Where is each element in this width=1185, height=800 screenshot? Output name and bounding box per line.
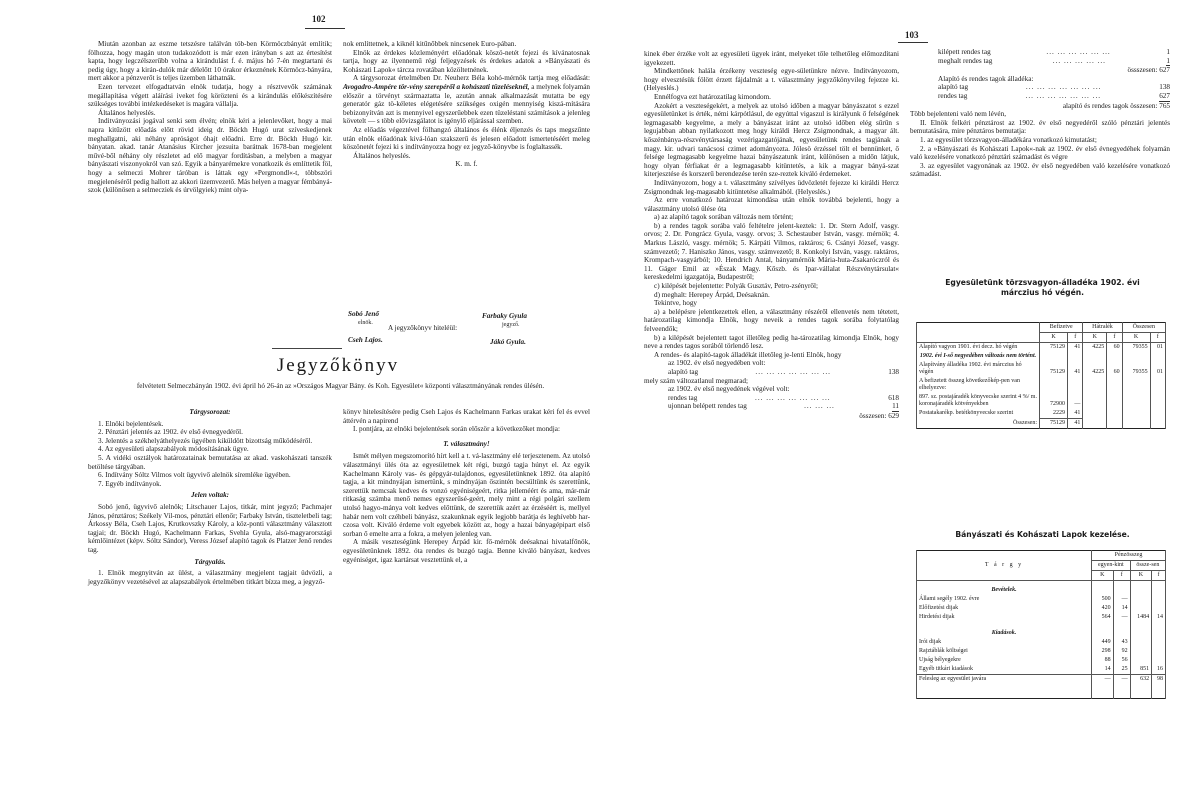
value-cell: —	[1068, 393, 1083, 409]
paragraph: nok említtetnek, a kiknél kitűnőbbek nincsenek Euro-pában.	[343, 40, 517, 48]
row-label: Alapítvány álladéka 1902. évi márczius hó végén	[917, 361, 1040, 377]
left-column-2	[343, 40, 590, 169]
total-cell: 75129	[1040, 419, 1068, 429]
cell-k: 500	[1092, 595, 1114, 604]
tally-label: rendes tag	[938, 91, 968, 100]
tally-row	[668, 394, 899, 403]
present-list: Sobó jenő, ügyvivő alelnök; Litschauer Lajos, titkár, mint jegyző; Pachmajer János, pénztáros; Székely Vil-mos, pénztári ellenőr; Farbaky István, tiszteletbeli tag; Árkossy Béla, Cseh Lajos, Krutkovszky Károly, a köz-ponti választmány választott tagjai; dr. Böckh Hugó, Kachelmann Farkas, Svehla Gyula, alsó-magyarországi kémlőintézet (képv. Sóltz Sándor), Veress József alapító tagok és Platzer Jenő rendes tag.	[88, 502, 332, 554]
right-column-1	[644, 50, 899, 421]
paragraph: Mindkettőnek halála érzékeny veszteség egye-sületünkre nézve. Indítványozom, hogy elvesztésük fölött érzett fájdalmát a t. választmány jegyzőkönyvileg fejezze ki. (Helyeslés.)	[644, 67, 899, 93]
row-label: Egyéb titkári kiadások	[917, 665, 1092, 675]
agenda-heading: Tárgysorozat:	[189, 408, 231, 416]
value-cell: 79355	[1122, 343, 1150, 353]
value-cell	[1068, 352, 1083, 361]
subheader-cell: K	[1130, 571, 1151, 581]
paragraph: Az előadás végeztével fölhangzó általános és élénk éljenzés és taps megszűnte után elnök előadónak kivá-lóan szakszerű és jelesen előadott ismertetéséért meleg köszönetét fejezi ki s indítványozza hogy ez jegyző-könyvbe is foglaltassék.	[343, 125, 590, 152]
row-label: Alapító vagyon 1901. évi decz. hó végén	[917, 343, 1040, 353]
value-cell: 72900	[1040, 393, 1068, 409]
lecture-title: Avogadro-Ampére tör-vény szerepéről a kohászati tüzeléseknél,	[343, 82, 530, 91]
row-label: 1902. évi I-ső negyedében változás nem történt.	[917, 352, 1040, 361]
empty-cell	[917, 684, 1092, 699]
paragraph: Általános helyeslés.	[353, 151, 411, 160]
agenda-item: 7. Egyéb indítványok.	[98, 479, 162, 488]
paragraph: A másik veszteségünk Herepey Árpád kir. fő-mérnök deésaknai hivatalfőnök, egyesületünknek 1892. óta rendes és buzgó tagja. Benne kiváló bányászt, kedves egyéniséget, igaz kartársat vesztettünk el, a	[343, 538, 590, 564]
value-cell: 4225	[1083, 343, 1107, 353]
row-label: Irói dijak	[917, 638, 1092, 647]
tally-value: 627	[1159, 91, 1170, 100]
subheader-cell: f	[1152, 571, 1166, 581]
table-row	[917, 393, 1166, 409]
value-cell	[1083, 393, 1107, 409]
value-cell	[1083, 377, 1107, 393]
signature-role: elnök.	[358, 320, 373, 326]
tally-value: 11	[892, 402, 899, 411]
cell-total-k: 851	[1130, 665, 1151, 675]
leader-dots: ... ... ... ... ... ... ...	[755, 367, 831, 376]
left-column-3	[88, 405, 332, 586]
signature-jako	[490, 338, 526, 346]
tally-line: mely szám változatlanul megmarad;	[644, 376, 748, 385]
table-row	[917, 377, 1166, 393]
paragraph: Indítványozom, hogy a t. választmány szívélyes üdvözletét fejezze ki királdi Hercz Zsigmondnak leg-magasabb kitüntetése alkalmából. (Helyeslés.)	[644, 178, 899, 196]
tally-line: az 1902. év első negyedében volt:	[668, 359, 766, 368]
paragraph: A rendes- és alapító-tagok álladékát illetőleg je-lenti Elnök, hogy	[654, 350, 842, 359]
value-cell: 41	[1068, 361, 1083, 377]
member-tally-3	[910, 48, 1170, 110]
value-cell	[1107, 409, 1122, 419]
cell-total-f: 14	[1152, 613, 1166, 622]
cell-k: —	[1092, 675, 1114, 685]
paragraph: Az erre vonatkozó határozat kimondása után elnök továbbá bejelenti, hogy a választmány utolsó ülése óta	[644, 196, 899, 213]
cell-k: 564	[1092, 613, 1114, 622]
tally-value: 1	[1166, 56, 1170, 65]
empty-cell	[1113, 581, 1130, 596]
tally-value: 138	[1159, 83, 1170, 92]
cell-total-f: 98	[1152, 675, 1166, 685]
signature-name: Cseh Lajos.	[348, 336, 383, 344]
value-cell	[1122, 352, 1150, 361]
table-row	[917, 409, 1166, 419]
expense-rows	[917, 638, 1166, 675]
tally-label: rendes tag	[668, 393, 698, 402]
header-ossze: össze-sen	[1130, 561, 1165, 571]
address: T. választmány!	[443, 439, 490, 448]
empty-cell	[1092, 581, 1114, 596]
row-label: Felesleg az egyesület javára	[917, 675, 1092, 685]
subheader-cell: K	[1040, 333, 1068, 343]
leader-dots: ... ... ...	[804, 402, 835, 411]
leader-dots: ... ... ... ... ...	[1052, 56, 1106, 65]
table-row	[917, 352, 1166, 361]
cell-k: 449	[1092, 638, 1114, 647]
row-label: Hirdetési dijak	[917, 613, 1092, 622]
tally-row	[668, 402, 899, 412]
agenda-item: 1. Elnöki bejelentések.	[98, 419, 164, 428]
left-column-1	[88, 40, 332, 195]
tally-label: össszesen:	[1127, 66, 1158, 75]
value-cell	[1083, 352, 1107, 361]
cell-k: 420	[1092, 604, 1114, 613]
tally-value: 627	[1159, 66, 1170, 75]
table-row	[917, 665, 1166, 675]
row-label: Rajztáblák költségei	[917, 647, 1092, 656]
empty-cell	[1150, 419, 1165, 429]
agenda-item: 4. Az egyesületi alapszabályok módosításának ügye.	[98, 445, 249, 454]
tally-total	[668, 412, 899, 421]
subheader-cell: f	[1113, 571, 1130, 581]
table1-title	[910, 278, 1175, 298]
signature-farbaky	[482, 312, 527, 320]
tally-value: 1	[1166, 48, 1170, 56]
present-heading: Jelen voltak:	[190, 491, 230, 500]
cell-total-f	[1152, 604, 1166, 613]
cell-total-k	[1130, 647, 1151, 656]
right-page	[600, 0, 1185, 800]
cell-total-k	[1130, 604, 1151, 613]
table-row	[917, 647, 1166, 656]
value-cell: 01	[1150, 343, 1165, 353]
tally-row	[668, 368, 899, 377]
section-row	[917, 622, 1166, 638]
paragraph: I. pontjára, az elnöki bejelentések során először a következőket mondja:	[353, 425, 560, 434]
tally-label: kilépett rendes tag	[938, 48, 991, 56]
tally-row	[938, 48, 1170, 57]
value-cell: 60	[1107, 343, 1122, 353]
journal-table	[916, 550, 1166, 699]
tally-row	[938, 83, 1170, 92]
table-total-row	[917, 419, 1166, 429]
empty-cell	[1130, 622, 1151, 638]
signature-name: Sobó Jenő	[348, 310, 379, 318]
tally-value: 629	[888, 411, 899, 420]
section-row	[917, 581, 1166, 596]
paragraph: Ezen tervezet elfogadtatván elnök tudatja, hogy a résztvevők számának megállapítása végett aláírási iveket fog körözteni és a kirándulás előkészítésére szükséges további intézkedéseket is magára vállalja.	[88, 82, 332, 109]
signature-name: Jákó Gyula.	[490, 338, 526, 346]
leader-dots: ... ... ... ... ... ... ...	[1025, 83, 1102, 92]
cell-total-f	[1152, 595, 1166, 604]
lecture-intro: A tárgysorozat értelmében Dr. Neuherz Béla kohó-mérnök tartja meg előadását:	[353, 74, 590, 83]
tally-label: alapító és rendes tagok összesen:	[1062, 101, 1158, 110]
value-cell	[1083, 409, 1107, 419]
paragraph: könyv hitelesítésére pedig Cseh Lajos és Kachelmann Farkas urakat kéri fel és evvel áttérvén a napirend	[343, 408, 590, 425]
value-cell: 2229	[1040, 409, 1068, 419]
row-label: Előfizetési dijak	[917, 604, 1092, 613]
table-row	[917, 595, 1166, 604]
subheader-cell: f	[1068, 333, 1083, 343]
paragraph: b) a rendes tagok sorába való feltételre jelent-keztek: 1. Dr. Stern Adolf, vasgy. orvos; 2. Dr. Pongrácz Gyula, vasgy. orvos; 3. Schestauber István, vasgy. mérnök; 4. Markus László, vasgy. mérnök; 5. Kárpáti Vilmos, raktáros; 6. Csányi József, vasgy. számvezető; 7. Haniszko János, vasgy. számvezető; 8. Konkolyi István, vasgy. raktáros, Krompach-vasgyárból; 10. Hendrich Antal, bányamérnök Mária-huta-Zsakaróczról és 11. Gáger Emil az »Észak Magy. Kőszb. és Ipar-vállalat Részvénytársulat« kereskedelmi igazgatója, Budapestről;	[644, 221, 899, 282]
attestation: A jegyzőkönyv hiteléül:	[388, 324, 458, 332]
tally-label: meghalt rendes tag	[938, 56, 993, 65]
signature-cseh	[348, 336, 383, 344]
cell-f: 43	[1113, 638, 1130, 647]
tally-value: 765	[1159, 101, 1170, 110]
value-cell	[1107, 352, 1122, 361]
value-cell	[1107, 393, 1122, 409]
cell-total-f	[1152, 656, 1166, 665]
section-heading: Bevételek.	[917, 581, 1092, 596]
tally-total	[938, 66, 1170, 75]
tally-value: 618	[888, 393, 899, 402]
value-cell	[1122, 393, 1150, 409]
assets-table	[916, 322, 1166, 429]
paragraph: c) kilépését bejelentette: Polyák Gusztáv, Petro-zsényről;	[654, 282, 818, 291]
subheader-cell: f	[1107, 333, 1122, 343]
paragraph: b) a kilépését bejelentett tagot illetőleg pedig ha-tározatilag kimondja Elnök, hogy neve a rendes tagos sorából törlendő lesz.	[644, 333, 899, 351]
section-heading: Kiadások.	[917, 622, 1092, 638]
empty-cell	[1122, 419, 1150, 429]
page-number-rule	[305, 28, 345, 29]
left-column-4	[343, 408, 590, 564]
cell-total-f	[1152, 638, 1166, 647]
leader-dots: ... ... ... ... ... ...	[1046, 48, 1111, 56]
total-cell: 41	[1068, 419, 1083, 429]
empty-cell	[1113, 684, 1130, 699]
cell-f: —	[1113, 595, 1130, 604]
page-number: 102	[312, 14, 326, 24]
spacer-row	[917, 684, 1166, 699]
empty-cell	[1107, 419, 1122, 429]
table-row	[917, 343, 1166, 353]
table-row	[917, 613, 1166, 622]
table-row	[917, 656, 1166, 665]
signature-name: Farbaky Gyula	[482, 312, 527, 320]
cell-total-k: 632	[1130, 675, 1151, 685]
paragraph: d) meghalt: Herepey Árpád, Deésaknán.	[654, 290, 770, 299]
subheader-cell: K	[1083, 333, 1107, 343]
value-cell: 41	[1068, 409, 1083, 419]
tally-heading: Alapító és rendes tagok álladéka:	[938, 74, 1034, 83]
row-label: A befizetett összeg következőkép-pen van elhelyezve:	[917, 377, 1040, 393]
paragraph: Miután azonban az eszme tetszésre találván töb-ben Körmöczbányát említik; fölhozza, hogy magán uton tudakozódott is már ezen irányban s azt az értesítést kapta, hogy legczélszerűbb volna a kirándulást f. é. május hó 7-én megtartani és pedig úgy, hogy a kirán-dulók már délelőtt 10 órakor érkeznének Körmöcz-bányára, mert akkor a pénzverőt is teljes üzemben láthatnák.	[88, 40, 332, 83]
page-number-rule	[898, 42, 928, 43]
table-header-row	[917, 551, 1166, 561]
tally-row	[938, 57, 1170, 67]
leader-dots: ... ... ... ... ... ... ...	[755, 393, 831, 402]
value-cell: 60	[1107, 361, 1122, 377]
table-row	[917, 361, 1166, 377]
lecture-text: a melynek folyamán először a törvényt származtatta le, azután annak alkalmazását mutatta be egy generatór gáz tö-kéletes elégetésére szükséges oxigén mennyiség kiszá-mítására bebizonyítván azt is mennyivel egyszerűebbek ezen tüzeléstani számítások a jelenleg követelt — s több elővizsgálatot is igénylő eljárással szemben.	[343, 82, 591, 126]
cell-total-f: 16	[1152, 665, 1166, 675]
cell-k: 14	[1092, 665, 1114, 675]
empty-cell	[1130, 581, 1151, 596]
paragraph: II. Elnök felkéri pénztárost az 1902. év első negyedéről szóló pénztári jelentés bemutatására, mire pénztáros bemutatja:	[910, 118, 1170, 136]
agenda-item: 5. A vidéki osztályok határozatainak bemutatása az akad. vaskohászati tanszék betöltése tárgyában.	[88, 453, 332, 471]
header-cell: Hátralék	[1083, 323, 1122, 333]
proceedings-text: 1. Elnök megnyitván az ülést, a választmány megjelent tagjait üdvözli, a jegyzőkönyv vezetésével az alapszabályok értelmében titkárt bízza meg, a jegyző-	[88, 569, 332, 586]
cell-total-k: 1484	[1130, 613, 1151, 622]
value-cell	[1122, 409, 1150, 419]
row-label: Ujság bélyegekre	[917, 656, 1092, 665]
total-label: Összesen:	[917, 419, 1040, 429]
paragraph: Több bejelenteni való nem lévén,	[910, 110, 1006, 119]
agenda-item: 3. Jelentés a székhelyáthelyezés ügyében kiküldött bizottság működéséről.	[98, 436, 313, 445]
table-body	[917, 343, 1166, 419]
tally-label: ujonnan belépett rendes tag	[668, 402, 747, 411]
empty-cell	[1152, 622, 1166, 638]
paragraph: Ismét mélyen megszomorító hírt kell a t. vá-lasztmány elé terjesztenem. Az utolsó választmányi ülés óta az egyesületnek két régi, buzgó tagja húnyt el. Az egyik Kachelmann Károly vas- és gépgyár-tulajdonos, egyesületünknek 1892. óta alapító tagja, a kit mindnyájan ismertünk, s mindnyájan őszintén becsültünk és szerettünk, szerettük nemcsak kedves és vonzó egyéniségeért, ritka jelleméért és ama, már-már ritkaság számba menő nemes egyszerűsé-geért, mely mint a régi polgári szellem utolsó hagyo-mánya volt kedves előttünk, de szerettük azért az érzéséért is, mellyel habár nem volt czéhbeli bányász, szakunknak egyik legjobb barátja és leghívebb har-czosa volt. Kiváló érdeme volt egyebek között az, hogy a hazai bányagépipart első sorban ő emelte arra a fokra, a melyen jelenleg van.	[343, 452, 590, 538]
value-cell	[1122, 377, 1150, 393]
header-penz: Pénzösszeg	[1092, 551, 1166, 561]
paragraph: 2. a »Bányászati és Kohászati Lapok«-nak az 1902. év első évnegyedéhek folyamán való kezelésére vonatkozó pénztári számadást és végre	[910, 144, 1170, 162]
cell-k: 88	[1092, 656, 1114, 665]
paragraph: kinek éber érzéke volt az egyesületi ügyek iránt, melyeket tőle telhetőleg előmozdítani igyekezett.	[644, 50, 899, 67]
row-label: Állami segély 1902. évre	[917, 595, 1092, 604]
income-rows	[917, 595, 1166, 622]
table-row	[917, 638, 1166, 647]
cell-total-k	[1130, 656, 1151, 665]
value-cell: 4225	[1083, 361, 1107, 377]
value-cell: 75129	[1040, 361, 1068, 377]
row-label: Postatakarékp. betétkönyvecske szerint	[917, 409, 1040, 419]
paragraph: a) a belépésre jelentkezettek ellen, a választmány részéről ellenvetés nem tétetett, határozatilag kimondja Elnök, hogy neveik a rendes tagok sorába folytatólag felveendők;	[644, 307, 899, 333]
paragraph: Inditványozási jogával senki sem élvén; elnök kéri a jelenlevőket, hogy a mai napra kitűzött előadás előtt rövid ideig dr. Böckh Hugó urat szíveskedjenek meghallgatni, aki néhány apróságot óhajt előadni. Erre dr. Böckh Hugó kir. bányatan. akad. tanár Atanásius Kircher jezsuita barátnak 1678-ban megjelent művé-ből néhány oly részletet ad elő magyar fordításban, a melyben a magyar bányászati viszonyokról van szó. Egyik a bányarémekre vonatkozik és említtetik föl, hogy a selmeczi Mohrer táróban is láttak egy »Pergmondl«-t, többszöri megjelenéséről pedig hallott az akkori üzemvezető. Más helyen a magyar fémbányá-szok (különösen a selmecziek és úrvölgyiek) mint olya-	[88, 117, 332, 195]
empty-cell	[1152, 684, 1166, 699]
tally-label: alapító tag	[938, 83, 969, 92]
table-header-row	[917, 323, 1166, 333]
empty-cell	[1152, 581, 1166, 596]
cell-f: 25	[1113, 665, 1130, 675]
paragraph: Általános helyeslés.	[98, 108, 156, 117]
paragraph: 3. az egyesület vagyonának az 1902. év első negyedében való kezelésére vonatkozó számadást.	[910, 161, 1170, 179]
tally-line: az 1902. év első negyedének végével volt:	[668, 385, 790, 394]
empty-cell	[1092, 684, 1114, 699]
kmf: K. m. f.	[455, 160, 478, 169]
value-cell	[1150, 393, 1165, 409]
value-cell: 01	[1150, 361, 1165, 377]
empty-cell	[1113, 622, 1130, 638]
cell-total-k	[1130, 595, 1151, 604]
cell-f: —	[1113, 613, 1130, 622]
cell-total-k	[1130, 638, 1151, 647]
cell-f: 56	[1113, 656, 1130, 665]
paragraph: 1. az egyesület törzsvagyon-álladékára vonatkozó kimutatást;	[920, 135, 1097, 144]
cell-k: 298	[1092, 647, 1114, 656]
subheader-cell: K	[1122, 333, 1150, 343]
agenda-item: 2. Pénztári jelentés az 1902. év első évnegyedéről.	[98, 428, 243, 437]
empty-cell	[1083, 419, 1107, 429]
value-cell	[1040, 377, 1068, 393]
paragraph: Ennélfogva ezt határozatilag kimondom.	[654, 92, 771, 101]
signature-role: jegyző.	[502, 322, 520, 328]
subheader-cell: f	[1150, 333, 1165, 343]
value-cell	[1040, 352, 1068, 361]
minutes-subtitle: felvétetett Selmeczbányán 1902. évi ápril hó 26-án az »Országos Magyar Bány. és Koh. Egyesület« központi választmányának rendes ülésén.	[136, 382, 545, 390]
value-cell	[1068, 377, 1083, 393]
proceedings-heading: Tárgyalás.	[194, 557, 226, 566]
separator	[272, 348, 342, 349]
minutes-title: Jegyzőkönyv	[276, 355, 400, 376]
header-egyen: egyen-kint	[1092, 561, 1131, 571]
value-cell	[1107, 377, 1122, 393]
right-column-2	[910, 48, 1170, 179]
member-tally-1	[644, 359, 899, 376]
value-cell: 79355	[1122, 361, 1150, 377]
header-cell: Összesen	[1122, 323, 1165, 333]
paragraph: a) az alapító tagok sorában változás nem történt;	[654, 213, 794, 222]
tally-row	[938, 92, 1170, 102]
header-targy: T á r g y	[917, 551, 1092, 581]
paragraph: Tekintve, hogy	[654, 299, 698, 308]
tally-label: összesen:	[859, 411, 887, 420]
signature-sobo	[348, 310, 379, 318]
value-cell: 41	[1068, 343, 1083, 353]
value-cell	[1150, 377, 1165, 393]
value-cell: 75129	[1040, 343, 1068, 353]
tally-value: 138	[888, 367, 899, 376]
value-cell	[1150, 409, 1165, 419]
table-title-line: márczius hó végén.	[1000, 288, 1085, 297]
page-number: 103	[905, 30, 919, 40]
surplus-row	[917, 675, 1166, 685]
cell-f: 92	[1113, 647, 1130, 656]
cell-f: —	[1113, 675, 1130, 685]
tally-total	[938, 102, 1170, 111]
empty-cell	[1130, 684, 1151, 699]
row-label: 897. sz. postajáradék könyvecske szerint 4 %/ m. koronajáradék kötvényekben	[917, 393, 1040, 409]
empty-cell	[1092, 622, 1114, 638]
table-title-line: Egyesületünk törzsvagyon-álladéka 1902. évi	[945, 278, 1140, 287]
member-tally-2	[644, 385, 899, 420]
paragraph: Elnök az érdekes közleményért előadónak köszö-netét fejezi és kívánatosnak tartja, hogy az ilyennemű régi feljegyzések és érdekes adatok a »Bányászati és Kohászati Lapok« tárcza rovatában közöltetnének.	[343, 48, 590, 74]
subheader-cell: K	[1092, 571, 1114, 581]
paragraph: Azokért a veszteségekért, a melyek az utolsó időben a magyar bányászatot s ezzel egyesületünket is érték, némi kárpótlásul, de egyúttal vigaszul is királyunk ő felségének legmagasabb kegyelme, a mely a bányászat iránt az utolsó időben elég sűrűn s legujabban abban nyilatkozott meg hogy királdi Hercz Zsigmondnak, a magyar ált. kőszénbánya-részvénytársaság vezérigazgatójának, egyesületünk rendes tagjának a magy. kir. udvari tanácsosi czimet adományozta. Jólesö érzéssel tölt el bennünket, ő felsége legmagasabb kegyelme hazai bányászatunk iránt, különösen a midőn látjuk, hogy olyan férfiakat ér a legmagasabb kitüntetés, a kik a magyar bányá-szat kiterjesztése és korszerű berendezése terén sze-reztek kiváló érdemeket.	[644, 101, 899, 179]
header-blank	[917, 323, 1040, 343]
table2-title: Bányászati és Kohászati Lapok kezelése.	[955, 530, 1130, 539]
leader-dots: ... ... ... ... ... ... ...	[1025, 91, 1102, 100]
agenda-item: 6. Indítvány Sóltz Vilmos volt ügyvivő alelnök síremléke ügyében.	[98, 471, 291, 480]
paragraph	[343, 74, 590, 126]
tally-label: alapító tag	[668, 367, 699, 376]
header-cell: Befizetve	[1040, 323, 1083, 333]
cell-f: 14	[1113, 604, 1130, 613]
cell-total-f	[1152, 647, 1166, 656]
table-row	[917, 604, 1166, 613]
value-cell	[1150, 352, 1165, 361]
